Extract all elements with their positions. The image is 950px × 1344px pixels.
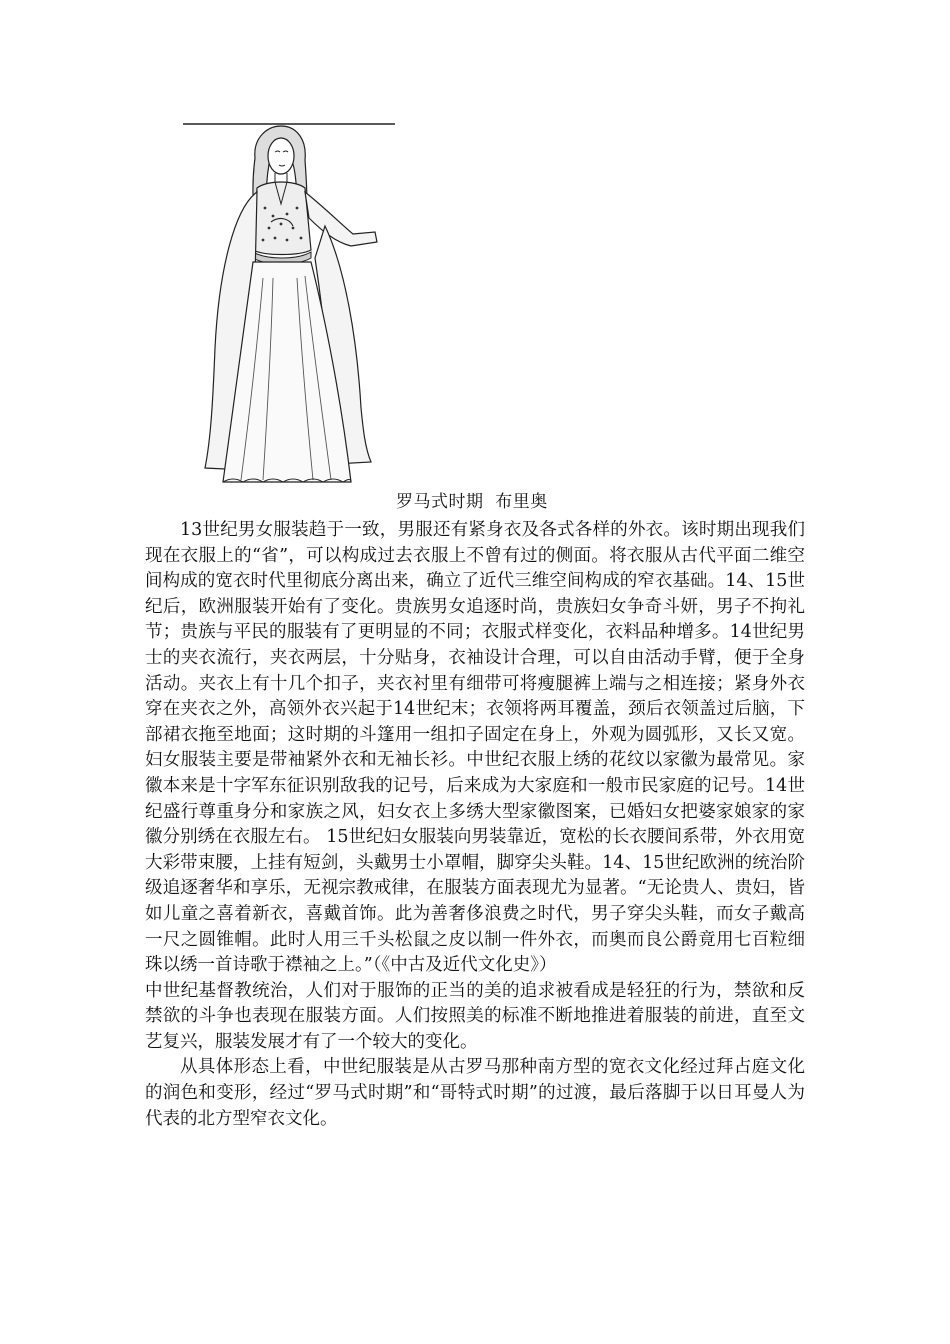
medieval-woman-illustration [175, 118, 400, 490]
body-text [145, 518, 805, 1132]
paragraph-2: 中世纪基督教统治，人们对于服饰的正当的美的追求被看成是轻狂的行为，禁欲和反禁欲的斗争也表现在服装方面。人们按照美的标准不断地推进着服装的前进，直至文艺复兴，服装发展才有了一个较大的变化。 [145, 980, 805, 1052]
figure-caption: 罗马式时期 布里奥 [396, 492, 548, 512]
paragraph-1: 13世纪男女服装趋于一致，男服还有紧身衣及各式各样的外衣。该时期出现我们现在衣服上的“省”，可以构成过去衣服上不曾有过的侧面。将衣服从古代平面二维空间构成的宽衣时代里彻底分离出来，确立了近代三维空间构成的窄衣基础。14、15世纪后，欧洲服装开始有了变化。贵族男女追逐时尚，贵族妇女争奇斗妍，男子不拘礼节；贵族与平民的服装有了更明显的不同；衣服式样变化，衣料品种增多。14世纪男士的夹衣流行，夹衣两层，十分贴身，衣袖设计合理，可以自由活动手臂，便于全身活动。夹衣上有十几个扣子，夹衣衬里有细带可将瘦腿裤上端与之相连接；紧身外衣穿在夹衣之外，高领外衣兴起于14世纪末；衣领将两耳覆盖，颈后衣领盖过后脑，下部裙衣拖至地面；这时期的斗篷用一组扣子固定在身上，外观为圆弧形，又长又宽。妇女服装主要是带袖紧外衣和无袖长衫。中世纪衣服上绣的花纹以家徽为最常见。家徽本来是十字军东征识别敌我的记号，后来成为大家庭和一般市民家庭的记号。14世纪盛行尊重身分和家族之风，妇女衣上多绣大型家徽图案，已婚妇女把婆家娘家的家徽分别绣在衣服左右。 15世纪妇女服装向男装靠近，宽松的长衣腰间系带，外衣用宽大彩带束腰，上挂有短剑，头戴男士小罩帽，脚穿尖头鞋。14、15世纪欧洲的统治阶级追逐奢华和享乐，无视宗教戒律，在服装方面表现尤为显著。“无论贵人、贵妇，皆如儿童之喜着新衣，喜戴首饰。此为善奢侈浪费之时代，男子穿尖头鞋，而女子戴高一尺之圆锥帽。此时人用三千头松鼠之皮以制一件外衣，而奥而良公爵竟用七百粒细珠以绣一首诗歌于襟袖之上。”（《中古及近代文化史》） [145, 520, 805, 976]
medieval-woman-icon [175, 118, 400, 490]
paragraph-3: 从具体形态上看，中世纪服装是从古罗马那种南方型的宽衣文化经过拜占庭文化的润色和变形，经过“罗马式时期”和“哥特式时期”的过渡，最后落脚于以日耳曼人为代表的北方型窄衣文化。 [145, 1057, 805, 1129]
